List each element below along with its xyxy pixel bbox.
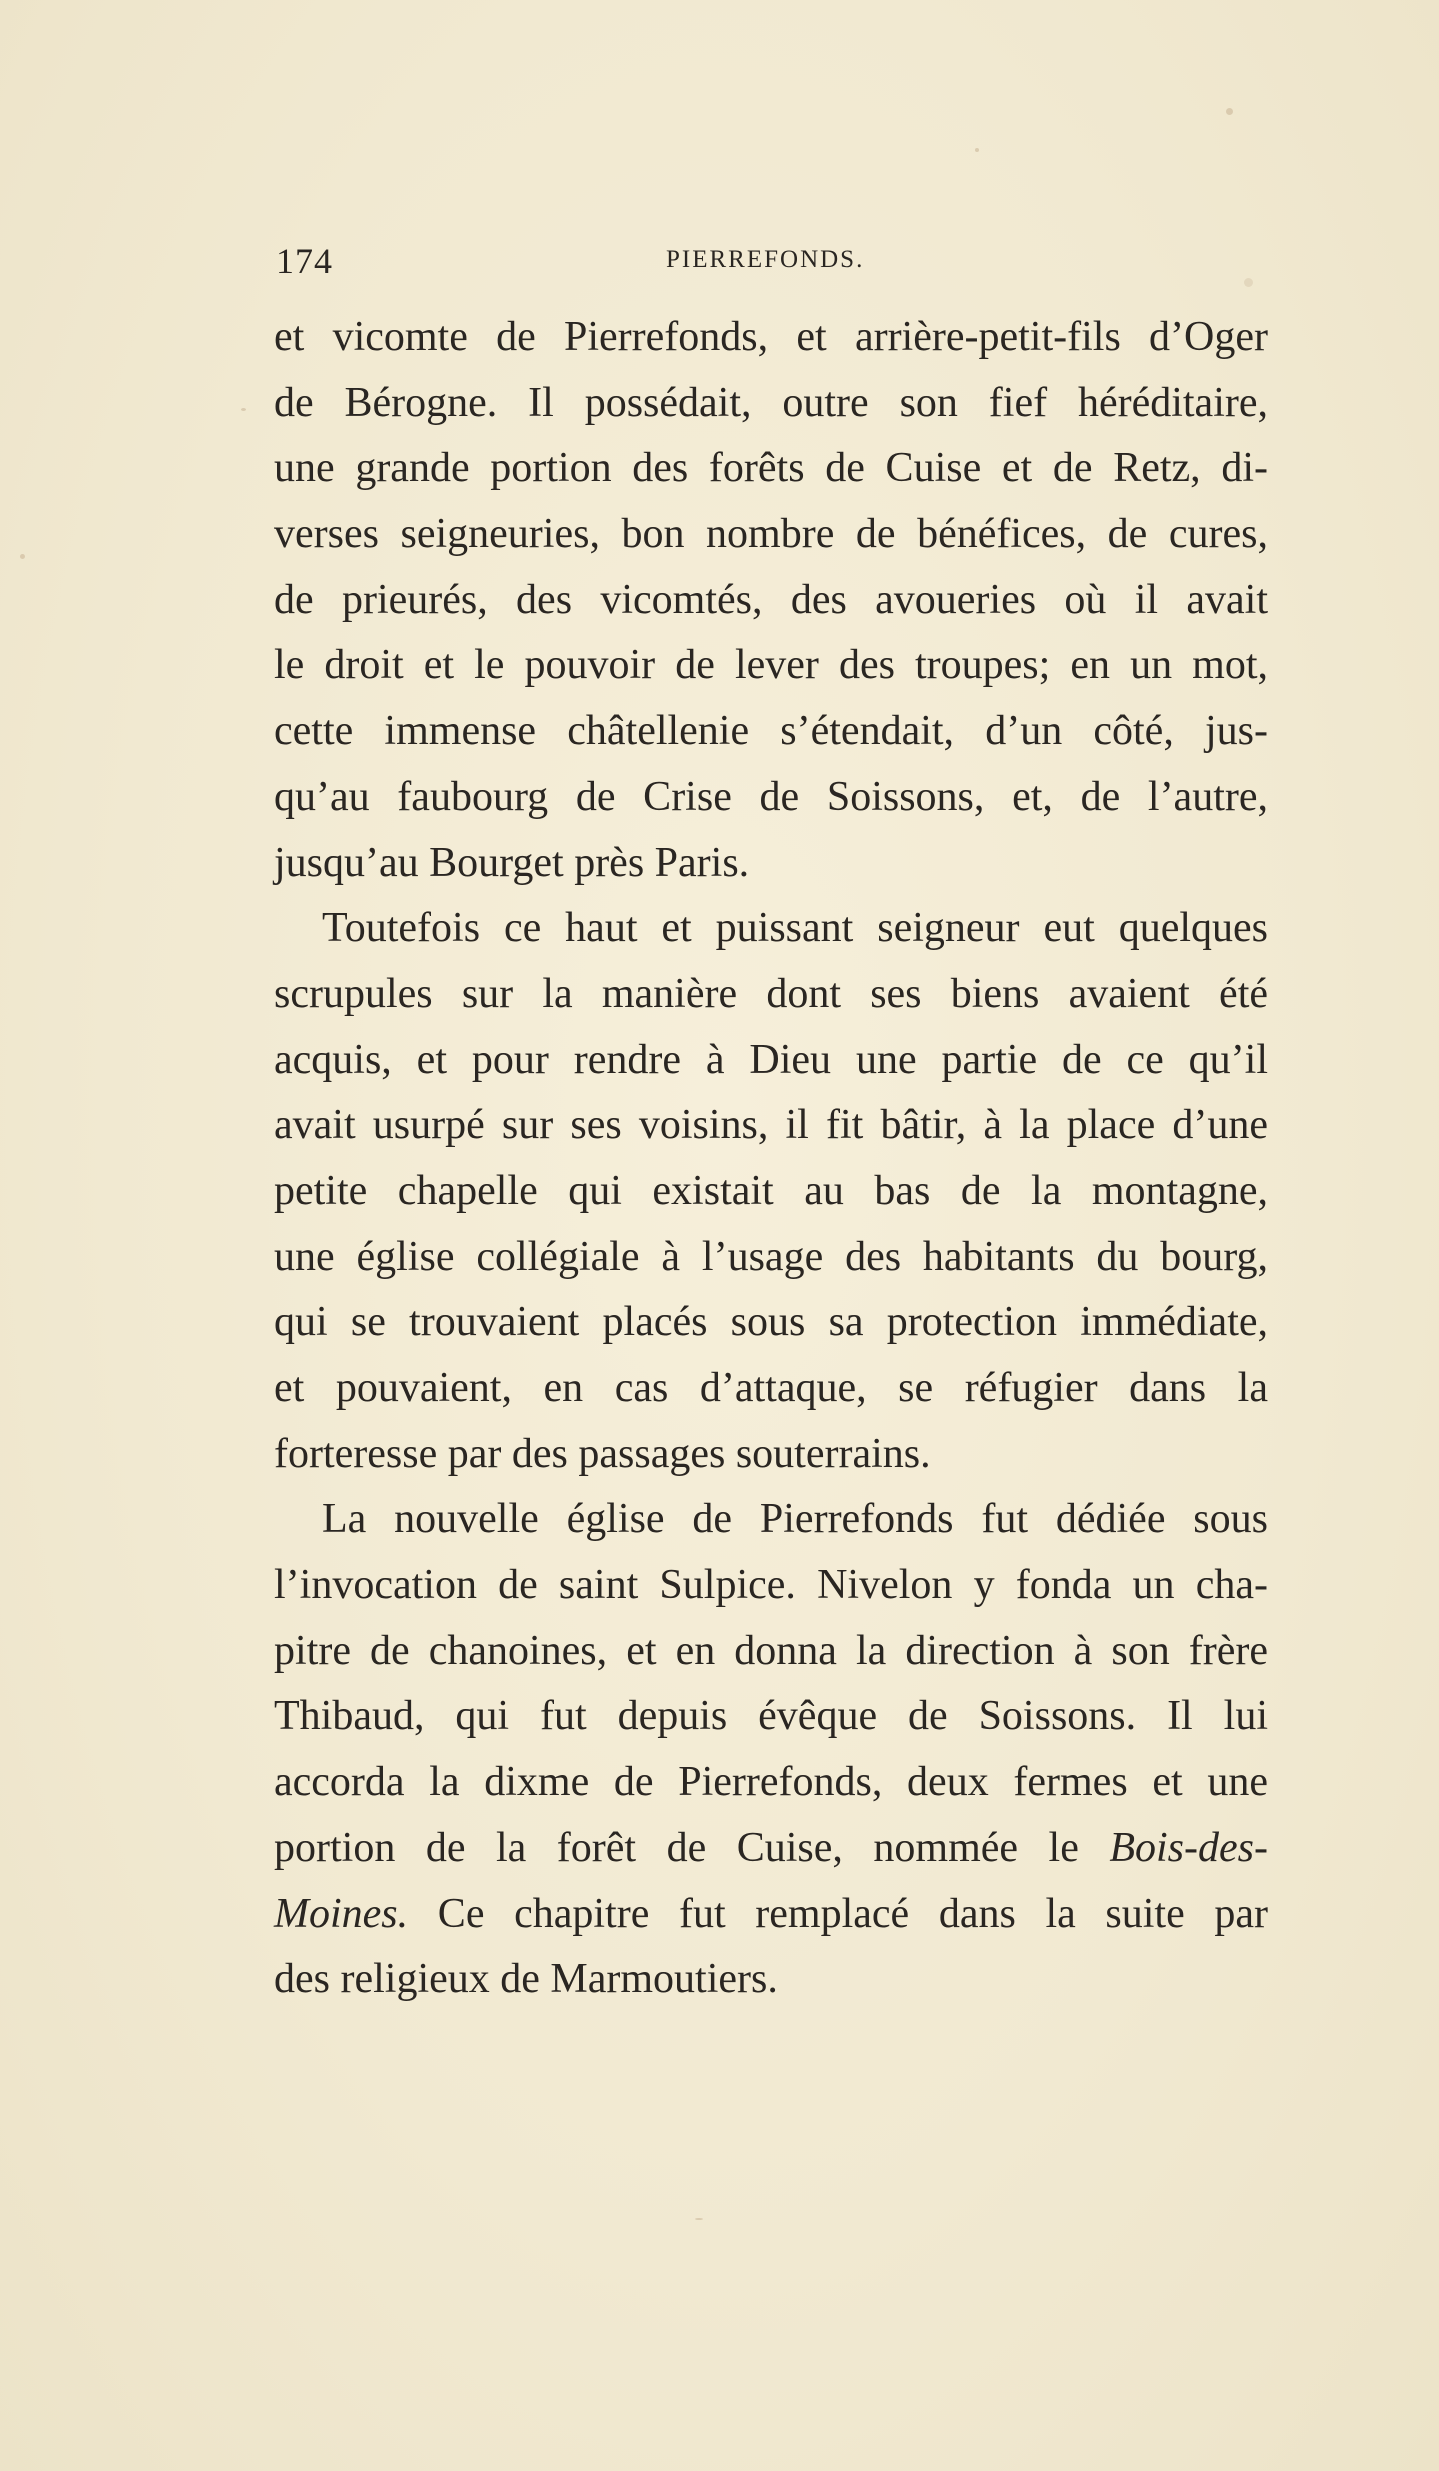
text-segment: Ce chapitre fut remplacé dans la suite par [408, 1890, 1268, 1937]
paper-speck [695, 2218, 703, 2220]
page-header [276, 240, 1276, 280]
text-line: acquis, et pour rendre à Dieu une partie de ce qu’il [274, 1036, 1268, 1083]
text-line: jusqu’au Bourget près Paris. [274, 839, 750, 886]
text-line: cette immense châtellenie s’étendait, d’un côté, jus- [274, 708, 1268, 755]
text-line: le droit et le pouvoir de lever des troupes; en un mot, [274, 642, 1268, 689]
running-head: PIERREFONDS. [666, 246, 865, 273]
text-line: La nouvelle église de Pierrefonds fut dédiée sous [322, 1496, 1268, 1543]
text-line: des religieux de Marmoutiers. [274, 1956, 778, 2003]
paper-speck [241, 408, 246, 411]
italic-text: Moines. [274, 1890, 409, 1937]
text-line: qui se trouvaient placés sous sa protection immédiate, [274, 1299, 1268, 1346]
text-line: une église collégiale à l’usage des habitants du bourg, [274, 1233, 1268, 1280]
paper-speck [975, 148, 979, 152]
text-line: avait usurpé sur ses voisins, il fit bâtir, à la place d’une [274, 1102, 1268, 1149]
text-segment: portion de la forêt de Cuise, nommée le [274, 1824, 1110, 1871]
text-line: accorda la dixme de Pierrefonds, deux fermes et une [274, 1759, 1268, 1806]
text-line [274, 1882, 1268, 1948]
text-line: forteresse par des passages souterrains. [274, 1430, 931, 1477]
text-line: scrupules sur la manière dont ses biens avaient été [274, 970, 1268, 1017]
text-line: une grande portion des forêts de Cuise et de Retz, di- [274, 445, 1268, 492]
text-line [274, 1816, 1268, 1882]
text-line: petite chapelle qui existait au bas de la montagne, [274, 1167, 1268, 1214]
paper-speck [20, 554, 25, 559]
paper-speck [1226, 108, 1233, 115]
text-line: et vicomte de Pierrefonds, et arrière-petit-fils d’Oger [274, 314, 1268, 360]
page-number: 174 [276, 241, 333, 281]
text-line: de prieurés, des vicomtés, des avoueries où il avait [274, 576, 1268, 623]
text-line: de Bérogne. Il possédait, outre son fief héréditaire, [274, 379, 1268, 426]
body-text [274, 305, 1268, 2013]
text-line: Toutefois ce haut et puissant seigneur eut quelques [322, 905, 1268, 952]
text-line: et pouvaient, en cas d’attaque, se réfugier dans la [274, 1365, 1268, 1411]
text-line: pitre de chanoines, et en donna la direction à son frère [274, 1627, 1268, 1674]
italic-text: Bois-des- [1109, 1824, 1268, 1871]
text-line: Thibaud, qui fut depuis évêque de Soissons. Il lui [274, 1693, 1268, 1740]
text-line: l’invocation de saint Sulpice. Nivelon y fonda un cha- [274, 1562, 1268, 1609]
text-line: verses seigneuries, bon nombre de bénéfices, de cures, [274, 511, 1268, 558]
text-line: qu’au faubourg de Crise de Soissons, et, de l’autre, [274, 773, 1268, 820]
